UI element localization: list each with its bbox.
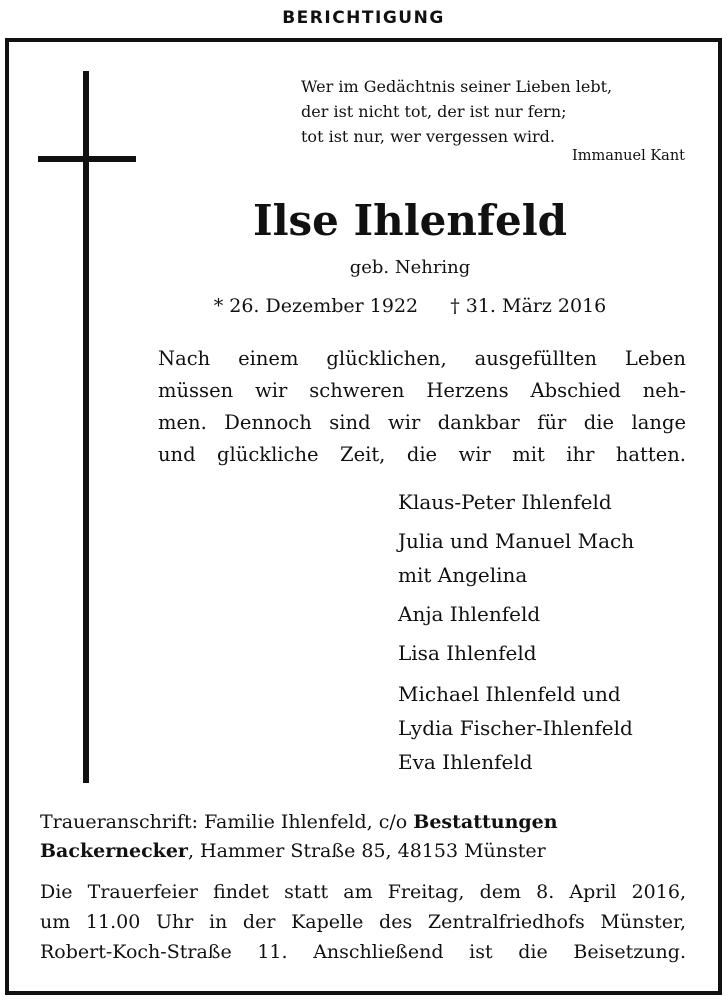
- quote-line: tot ist nur, wer vergessen wird.: [301, 127, 555, 146]
- message-line: müssen wir schweren Herzens Abschied neh-: [158, 379, 686, 402]
- mourner: Eva Ihlenfeld: [398, 750, 533, 774]
- quote: [301, 74, 671, 149]
- funeral-line: Robert-Koch-Straße 11. Anschließend ist die Beisetzung.: [40, 941, 686, 963]
- life-dates: [140, 295, 680, 317]
- mourner: Lisa Ihlenfeld: [398, 641, 537, 665]
- mourner: Klaus-Peter Ihlenfeld: [398, 490, 612, 514]
- cross-icon: [83, 71, 89, 783]
- quote-author: Immanuel Kant: [571, 148, 685, 164]
- birth-date: * 26. Dezember 1922: [213, 295, 419, 317]
- mourner: Julia und Manuel Mach: [398, 529, 635, 553]
- message-line: men. Dennoch sind wir dankbar für die lange: [158, 411, 686, 434]
- mourner: Anja Ihlenfeld: [398, 602, 541, 626]
- maiden-name: geb. Nehring: [349, 257, 471, 278]
- funeral-line: um 11.00 Uhr in der Kapelle des Zentralfriedhofs Münster,: [40, 911, 686, 933]
- header-band: [0, 0, 727, 38]
- message-line: Nach einem glücklichen, ausgefüllten Leben: [158, 347, 686, 370]
- header-title: BERICHTIGUNG: [282, 8, 445, 28]
- quote-line: der ist nicht tot, der ist nur fern;: [301, 102, 567, 121]
- mourner: mit Angelina: [398, 563, 528, 587]
- address-line-1: Traueranschrift: Familie Ihlenfeld, c/o Bestattungen: [40, 811, 558, 833]
- message-text: [158, 343, 686, 471]
- funeral-info: [40, 877, 686, 967]
- mourning-address: [40, 808, 686, 866]
- funeral-line: Die Trauerfeier findet statt am Freitag, dem 8. April 2016,: [40, 881, 686, 903]
- mourner: Michael Ihlenfeld und: [398, 682, 621, 706]
- deceased-name: Ilse Ihlenfeld: [252, 196, 568, 245]
- death-date: † 31. März 2016: [450, 295, 607, 317]
- quote-line: Wer im Gedächtnis seiner Lieben lebt,: [301, 77, 613, 96]
- message-line: und glückliche Zeit, die wir mit ihr hatten.: [158, 443, 686, 466]
- mourner: Lydia Fischer-Ihlenfeld: [398, 716, 633, 740]
- cross-icon-bar: [38, 156, 136, 162]
- address-line-2: Backernecker, Hammer Straße 85, 48153 Münster: [40, 840, 546, 862]
